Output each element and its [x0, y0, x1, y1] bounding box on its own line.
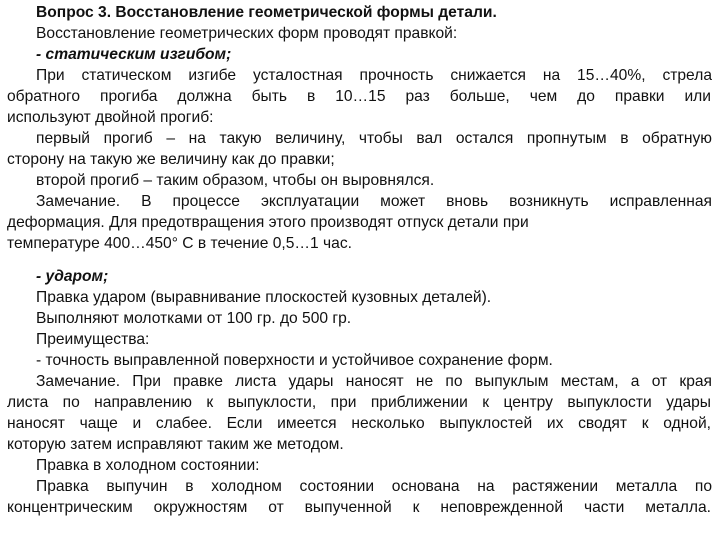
paragraph-line: первый прогиб – на такую величину, чтобы вал остался пропнутым в обратную	[36, 130, 712, 147]
note-line: температуре 400…450° С в течение 0,5…1 час.	[7, 235, 352, 252]
paragraph-line: второй прогиб – таким образом, чтобы он выровнялся.	[36, 172, 435, 189]
paragraph-line: концентрическим окружностям от выпученной к неповрежденной части металла.	[7, 499, 711, 516]
paragraph-line: Преимущества:	[36, 331, 150, 348]
note-line: наносят чаще и слабее. Если имеется несколько выпуклостей их сводят к одной,	[7, 415, 711, 432]
paragraph-line: Правка в холодном состоянии:	[36, 457, 260, 474]
note-line: Замечание. В процессе эксплуатации может вновь возникнуть исправленная	[36, 193, 712, 210]
note-line: деформация. Для предотвращения этого производят отпуск детали при	[7, 214, 529, 231]
paragraph-line: обратного прогиба должна быть в 10…15 раз больше, чем до правки или	[7, 88, 711, 105]
paragraph-line: Выполняют молотками от 100 гр. до 500 гр.	[36, 310, 352, 327]
static-bending-subheading: - статическим изгибом;	[36, 46, 232, 63]
note-line: листа по направлению к выпуклости, при приближении к центру выпуклости удары	[7, 394, 711, 411]
paragraph-line: используют двойной прогиб:	[7, 109, 214, 126]
paragraph-line: Правка ударом (выравнивание плоскостей кузовных деталей).	[36, 289, 492, 306]
paragraph-line: сторону на такую же величину как до правки;	[7, 151, 335, 168]
impact-subheading: - ударом;	[36, 268, 109, 285]
note-line: которую затем исправляют таким же методом.	[7, 436, 344, 453]
question-heading: Вопрос 3. Восстановление геометрической формы детали.	[36, 4, 497, 21]
intro-line: Восстановление геометрических форм проводят правкой:	[36, 25, 458, 42]
paragraph-line: При статическом изгибе усталостная прочность снижается на 15…40%, стрела	[36, 67, 712, 84]
paragraph-line: Правка выпучин в холодном состоянии основана на растяжении металла по	[36, 478, 712, 495]
note-line: Замечание. При правке листа удары наносят не по выпуклым местам, а от края	[36, 373, 712, 390]
paragraph-line: - точность выправленной поверхности и устойчивое сохранение форм.	[36, 352, 553, 369]
